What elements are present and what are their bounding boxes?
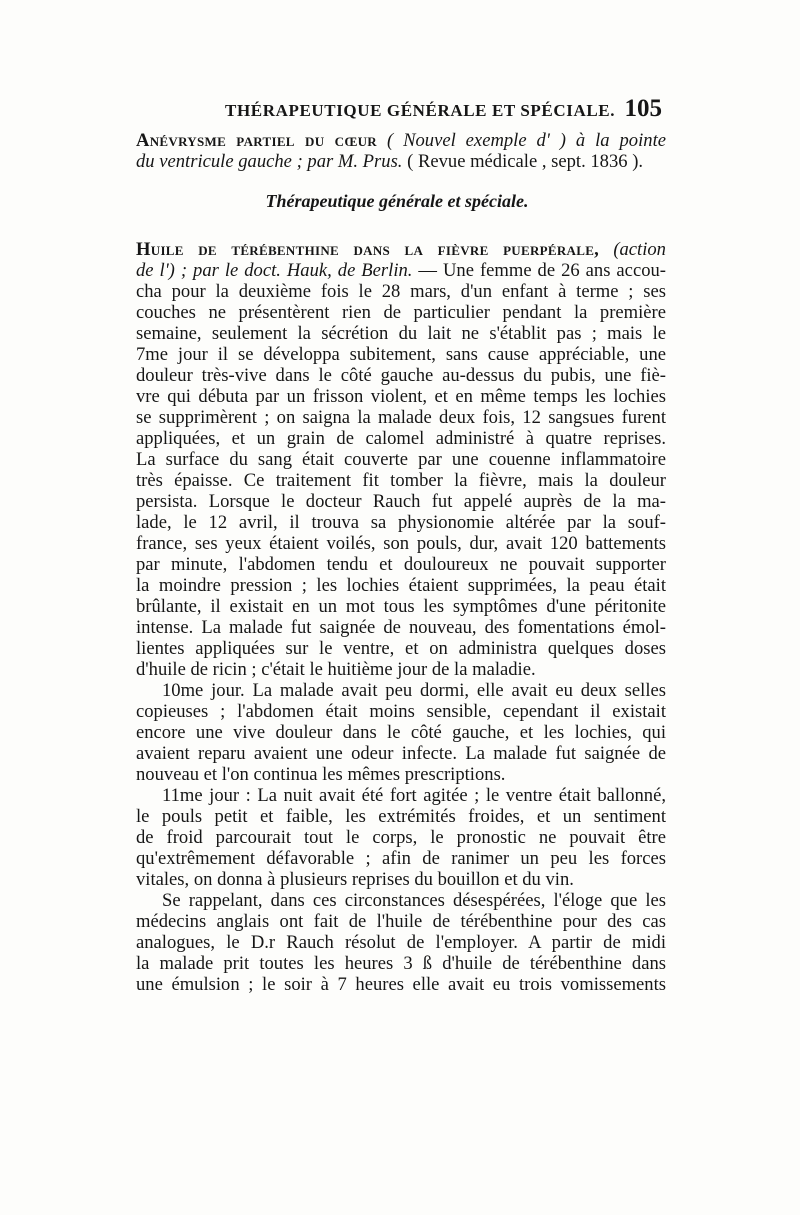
rauch-line: analogues, le D.r Rauch résolut de l'employer. A partir de midi [136, 932, 666, 953]
running-head: THÉRAPEUTIQUE GÉNÉRALE ET SPÉCIALE. [225, 101, 616, 120]
aneurysm-entry-line-2 [136, 151, 666, 172]
aneurysm-entry-paren: ( Nouvel exemple d' ) à la pointe [377, 130, 666, 151]
turpentine-entry-line-2 [136, 260, 666, 281]
rauch-line: médecins anglais ont fait de l'huile de térébenthine pour des cas [136, 911, 666, 932]
text-line: lientes appliquées sur le ventre, et on administra quelques doses [136, 638, 666, 659]
text-line: d'huile de ricin ; c'était le huitième jour de la maladie. [136, 659, 536, 680]
text-line: cha pour la deuxième fois le 28 mars, d'un enfant à terme ; ses [136, 281, 666, 302]
day11-line: le pouls petit et faible, les extrémités froides, et un sentiment [136, 806, 666, 827]
text-line: brûlante, il existait en un mot tous les symptômes d'une péritonite [136, 596, 666, 617]
rauch-line: la malade prit toutes les heures 3 ß d'huile de térébenthine dans [136, 953, 666, 974]
text-line: persista. Lorsque le docteur Rauch fut appelé auprès de la ma- [136, 491, 666, 512]
text-line: lade, le 12 avril, il trouva sa physionomie altérée par la souf- [136, 512, 666, 533]
day11-line: de froid parcourait tout le corps, le pronostic ne pouvait être [136, 827, 666, 848]
day11-line: qu'extrêmement défavorable ; afin de ranimer un peu les forces [136, 848, 666, 869]
text-line: très épaisse. Ce traitement fit tomber la fièvre, mais la douleur [136, 470, 666, 491]
text-line: par minute, l'abdomen tendu et douloureux ne pouvait supporter [136, 554, 666, 575]
day11-line: vitales, on donna à plusieurs reprises du bouillon et du vin. [136, 869, 574, 890]
day10-line: avaient reparu avaient une odeur infecte. La malade fut saignée de [136, 743, 666, 764]
rauch-line: Se rappelant, dans ces circonstances désespérées, l'éloge que les [162, 890, 666, 911]
text-line: couches ne présentèrent rien de particulier pendant la première [136, 302, 666, 323]
aneurysm-entry-source: ( Revue médicale , sept. 1836 ). [402, 151, 644, 172]
body-text [136, 130, 666, 995]
page-header [205, 95, 662, 129]
rauch-line: une émulsion ; le soir à 7 heures elle avait eu trois vomissements [136, 974, 666, 995]
aneurysm-entry-line-1 [136, 130, 666, 151]
text-line: la moindre pression ; les lochies étaient supprimées, la peau était [136, 575, 666, 596]
turpentine-entry-title: Huile de térébenthine dans la fièvre puerpérale, [136, 239, 600, 260]
day10-line: copieuses ; l'abdomen était moins sensible, cependant il existait [136, 701, 666, 722]
text-line: semaine, seulement la sécrétion du lait ne s'établit pas ; mais le [136, 323, 666, 344]
day11-line: 11me jour : La nuit avait été fort agitée ; le ventre était ballonné, [162, 785, 666, 806]
day10-line: encore une vive douleur dans le côté gauche, et les lochies, qui [136, 722, 666, 743]
turpentine-entry-text: — Une femme de 26 ans accou- [412, 260, 666, 281]
text-line: douleur très-vive dans le côté gauche au-dessus du pubis, une fiè- [136, 365, 666, 386]
text-line: La surface du sang était couverte par une couenne inflammatoire [136, 449, 666, 470]
page-number: 105 [624, 95, 662, 122]
day10-line: nouveau et l'on continua les mêmes prescriptions. [136, 764, 506, 785]
section-heading: Thérapeutique générale et spéciale. [265, 191, 529, 211]
aneurysm-entry-title: Anévrysme partiel du cœur [136, 130, 377, 151]
turpentine-entry-author: de l') ; par le doct. Hauk, de Berlin. [136, 260, 413, 281]
section-spacer [136, 222, 666, 239]
text-line: intense. La malade fut saignée de nouveau, des fomentations émol- [136, 617, 666, 638]
aneurysm-entry-author: du ventricule gauche ; par M. Prus. [136, 151, 403, 172]
turpentine-entry-line-1 [136, 239, 666, 260]
text-line: vre qui débuta par un frisson violent, et en même temps les lochies [136, 386, 666, 407]
text-line: se supprimèrent ; on saigna la malade deux fois, 12 sangsues furent [136, 407, 666, 428]
text-line: appliquées, et un grain de calomel administré à quatre reprises. [136, 428, 666, 449]
day10-line: 10me jour. La malade avait peu dormi, elle avait eu deux selles [162, 680, 666, 701]
text-line: 7me jour il se développa subitement, sans cause appréciable, une [136, 344, 666, 365]
text-line: france, ses yeux étaient voilés, son pouls, dur, avait 120 battements [136, 533, 666, 554]
turpentine-entry-paren: (action [599, 239, 666, 260]
